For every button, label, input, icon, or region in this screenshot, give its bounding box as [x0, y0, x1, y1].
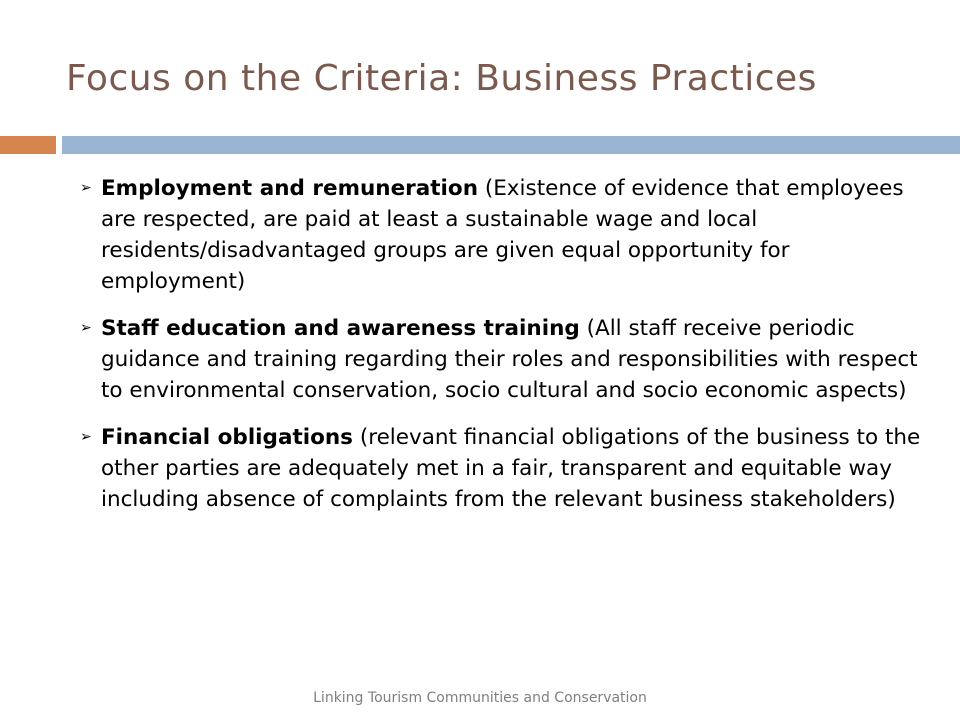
bullet-item-staff-education [80, 313, 930, 406]
arrow-bullet-icon: ➢ [80, 180, 92, 196]
accent-bar-orange [0, 136, 56, 154]
bullet-text: (relevant financial obligations of the business to the other parties are adequately met in a fair, transparent and equitable way including absence of complaints from the relevant business stakeholders) [101, 425, 921, 512]
bullet-item-employment [80, 173, 930, 297]
arrow-bullet-icon: ➢ [80, 429, 92, 445]
slide-footer: Linking Tourism Communities and Conservation [313, 690, 647, 706]
bullet-heading: Employment and remuneration [101, 176, 478, 201]
arrow-bullet-icon: ➢ [80, 320, 92, 336]
bullet-list [80, 173, 930, 531]
bullet-heading: Staff education and awareness training [101, 316, 580, 341]
bullet-item-financial [80, 422, 930, 515]
accent-bar-blue [62, 136, 960, 154]
bullet-text: (Existence of evidence that employees are respected, are paid at least a sustainable wage and local residents/disadvantaged groups are given equal opportunity for employment) [101, 176, 904, 294]
bullet-heading: Financial obligations [101, 425, 353, 450]
bullet-text: (All staff receive periodic guidance and training regarding their roles and responsibilities with respect to environmental conservation, socio cultural and socio economic aspects) [101, 316, 918, 403]
slide-title: Focus on the Criteria: Business Practices [66, 58, 817, 99]
